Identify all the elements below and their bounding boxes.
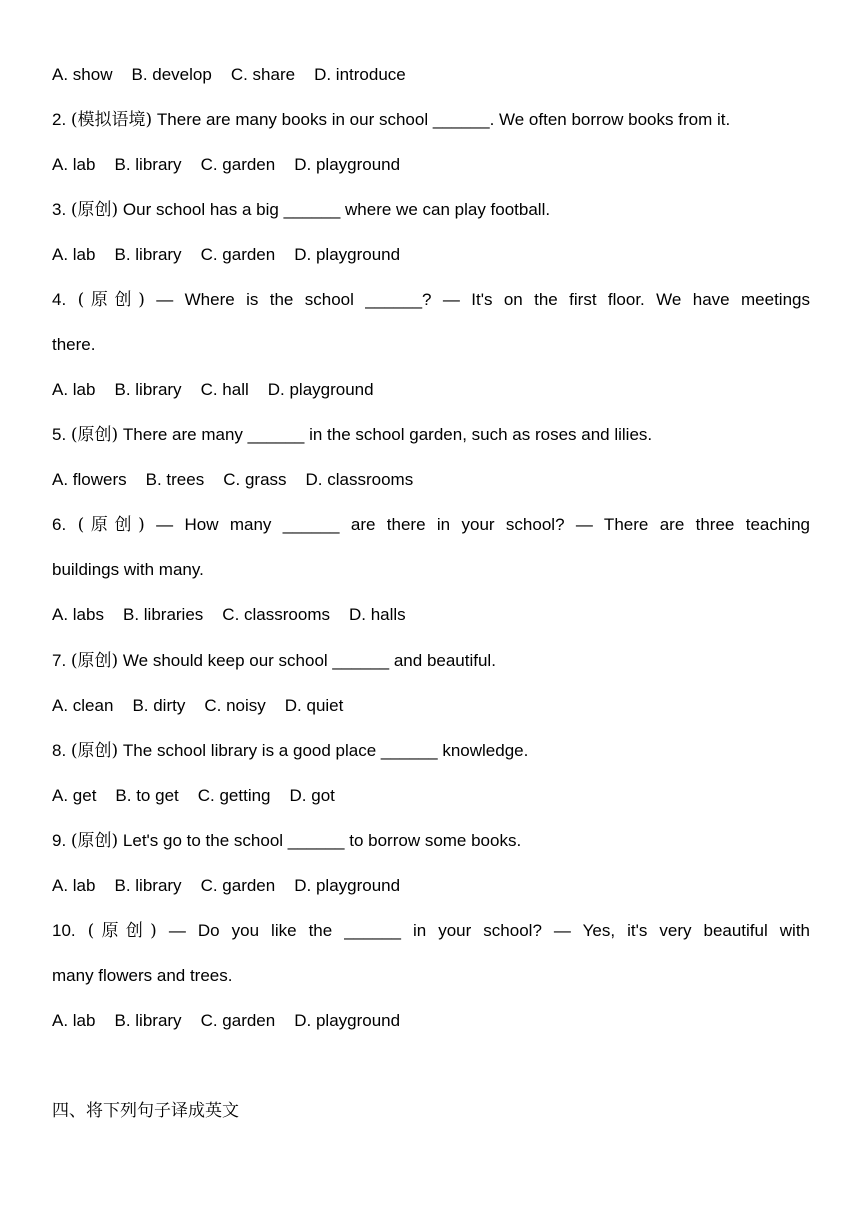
q2-option-d: D. playground	[294, 155, 401, 174]
q4-tag: (原创)	[77, 290, 145, 310]
q4-question-continued	[52, 334, 95, 356]
q10-option-b: B. library	[114, 1011, 182, 1030]
q2-option-a: A. lab	[52, 155, 96, 174]
q3-option-d: D. playground	[294, 245, 401, 264]
q7-option-c: C. noisy	[204, 696, 266, 715]
q8-option-b: B. to get	[115, 786, 179, 805]
q7-options	[52, 695, 343, 717]
q10-option-d: D. playground	[294, 1011, 401, 1030]
q6-text-line1: — How many ______ are there in your school? — There are three teaching	[156, 515, 811, 534]
q6-question	[52, 514, 810, 536]
q1-option-b: B. develop	[131, 65, 212, 84]
q10-text-line2: many flowers and trees.	[52, 966, 233, 985]
q5-text: There are many ______ in the school garden, such as roses and lilies.	[122, 425, 653, 444]
q5-question	[52, 424, 652, 446]
q8-option-d: D. got	[289, 786, 335, 805]
q9-option-c: C. garden	[200, 876, 276, 895]
q3-number: 3.	[52, 200, 67, 219]
q9-tag: (原创)	[70, 831, 119, 851]
q4-question	[52, 289, 810, 311]
q5-option-d: D. classrooms	[305, 470, 414, 489]
q5-tag: (原创)	[70, 425, 119, 445]
q2-tag: (模拟语境)	[70, 110, 153, 130]
q7-option-b: B. dirty	[132, 696, 186, 715]
q8-question	[52, 740, 528, 762]
q9-number: 9.	[52, 831, 67, 850]
q5-number: 5.	[52, 425, 67, 444]
q10-option-a: A. lab	[52, 1011, 96, 1030]
q7-number: 7.	[52, 651, 67, 670]
q7-tag: (原创)	[70, 651, 119, 671]
q9-option-b: B. library	[114, 876, 182, 895]
q8-tag: (原创)	[70, 741, 119, 761]
q8-option-c: C. getting	[197, 786, 271, 805]
q6-option-b: B. libraries	[122, 605, 204, 624]
q4-text-line1: — Where is the school ______? — It's on the first floor. We have meetings	[156, 290, 810, 309]
q1-option-d: D. introduce	[314, 65, 406, 84]
q9-option-d: D. playground	[294, 876, 401, 895]
q4-text-line2: there.	[52, 335, 96, 354]
q6-number: 6.	[52, 515, 67, 534]
q4-option-d: D. playground	[267, 380, 374, 399]
q6-option-c: C. classrooms	[222, 605, 330, 624]
q5-option-c: C. grass	[223, 470, 287, 489]
q3-options	[52, 244, 400, 266]
q3-option-c: C. garden	[200, 245, 276, 264]
q8-options	[52, 785, 335, 807]
q9-option-a: A. lab	[52, 876, 96, 895]
section-four-heading: 四、将下列句子译成英文	[52, 1101, 239, 1121]
q2-question	[52, 109, 730, 131]
q6-question-continued	[52, 559, 204, 581]
q1-option-a: A. show	[52, 65, 113, 84]
q10-question	[52, 920, 810, 942]
q4-number: 4.	[52, 290, 67, 309]
q5-option-a: A. flowers	[52, 470, 127, 489]
q5-option-b: B. trees	[145, 470, 205, 489]
q6-options	[52, 604, 406, 626]
q10-options	[52, 1010, 400, 1032]
q10-text-line1: — Do you like the ______ in your school? — Yes, it's very beautiful with	[168, 921, 811, 940]
q6-option-a: A. labs	[52, 605, 104, 624]
q3-option-b: B. library	[114, 245, 182, 264]
q7-option-d: D. quiet	[284, 696, 344, 715]
q7-question	[52, 650, 496, 672]
q10-number: 10.	[52, 921, 76, 940]
q10-question-continued	[52, 965, 232, 987]
q8-option-a: A. get	[52, 786, 97, 805]
q8-text: The school library is a good place ______ knowledge.	[122, 741, 529, 760]
q9-question	[52, 830, 521, 852]
q7-option-a: A. clean	[52, 696, 114, 715]
q4-option-b: B. library	[114, 380, 182, 399]
q10-tag: (原创)	[87, 921, 157, 941]
q5-options	[52, 469, 413, 491]
q9-options	[52, 875, 400, 897]
q2-option-c: C. garden	[200, 155, 276, 174]
q2-option-b: B. library	[114, 155, 182, 174]
q1-option-c: C. share	[230, 65, 296, 84]
q4-options	[52, 379, 374, 401]
q1-options	[52, 64, 406, 86]
q10-option-c: C. garden	[200, 1011, 276, 1030]
q3-tag: (原创)	[70, 200, 119, 220]
q4-option-c: C. hall	[200, 380, 249, 399]
q3-option-a: A. lab	[52, 245, 96, 264]
q3-text: Our school has a big ______ where we can play football.	[122, 200, 551, 219]
q6-option-d: D. halls	[348, 605, 406, 624]
q6-tag: (原创)	[77, 515, 145, 535]
q7-text: We should keep our school ______ and beautiful.	[122, 651, 496, 670]
q2-text: There are many books in our school ______. We often borrow books from it.	[156, 110, 731, 129]
q8-number: 8.	[52, 741, 67, 760]
q2-number: 2.	[52, 110, 67, 129]
q6-text-line2: buildings with many.	[52, 560, 204, 579]
q9-text: Let's go to the school ______ to borrow some books.	[122, 831, 522, 850]
q2-options	[52, 154, 400, 176]
q4-option-a: A. lab	[52, 380, 96, 399]
q3-question	[52, 199, 550, 221]
